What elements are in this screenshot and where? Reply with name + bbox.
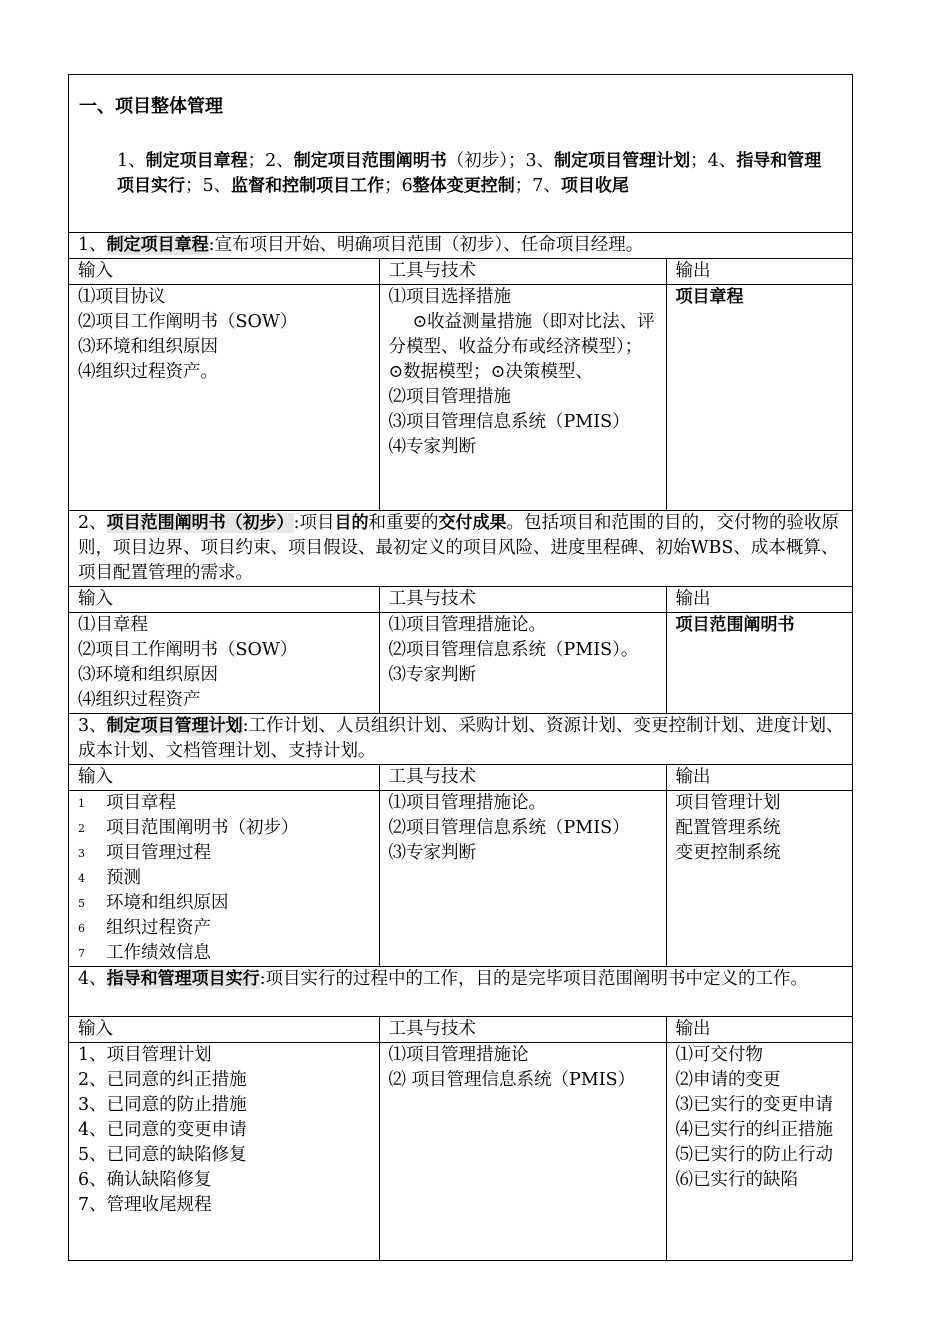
list-item: 1 项目章程 — [78, 792, 176, 813]
list-item: ⑶项目管理信息系统（PMIS） — [388, 411, 630, 432]
section-1-inputs — [69, 284, 379, 510]
list-item: ⑴项目管理措施论。 — [388, 614, 546, 635]
list-item: ⑶专家判断 — [388, 664, 476, 685]
section-4-header-row — [69, 1016, 853, 1042]
list-item: 项目管理计划 — [675, 792, 781, 813]
list-item: 4、已同意的变更申请 — [78, 1119, 247, 1140]
section-4-name: 指导和管理项目实行 — [106, 968, 260, 989]
header-input: 输入 — [69, 586, 379, 612]
list-item: ⑹已实行的缺陷 — [675, 1169, 798, 1190]
process-separator: ；6 — [384, 176, 413, 196]
process-separator: ；7、 — [514, 176, 561, 196]
process-list — [79, 149, 844, 199]
list-item: ⑵项目工作阐明书（SOW） — [78, 311, 298, 332]
section-2-inputs — [69, 612, 379, 713]
header-tools: 工具与技术 — [379, 586, 666, 612]
section-2-tools — [379, 612, 666, 713]
section-4-title: 4、指导和管理项目实行:项目实行的过程中的工作，目的是完毕项目范围阐明书中定义的工作。 — [69, 966, 853, 1016]
process-name: 项目收尾 — [560, 176, 629, 196]
document-frame — [68, 74, 853, 1261]
section-3-tools — [379, 790, 666, 966]
list-item: ⑵项目工作阐明书（SOW） — [78, 639, 298, 660]
section-1-content-row — [69, 284, 853, 510]
section-4-outputs — [666, 1042, 853, 1261]
list-item: ⑶环境和组织原因 — [78, 664, 218, 685]
section-3-outputs — [666, 790, 853, 966]
section-3-title: 3、制定项目管理计划:工作计划、人员组织计划、采购计划、资源计划、变更控制计划、进度计划、成本计划、文档管理计划、支持计划。 — [69, 713, 853, 764]
list-item: ⊙收益测量措施（即对比法、评分模型、收益分布或经济模型）；⊙数据模型；⊙决策模型、 — [388, 311, 655, 382]
header-input: 输入 — [69, 764, 379, 790]
header-input: 输入 — [69, 1016, 379, 1042]
section-1-title-row — [69, 232, 853, 258]
header-tools: 工具与技术 — [379, 764, 666, 790]
list-item: 2、已同意的纠正措施 — [78, 1069, 247, 1090]
list-item: 7、管理收尾规程 — [78, 1194, 212, 1215]
header-output: 输出 — [666, 1016, 853, 1042]
header-tools: 工具与技术 — [379, 258, 666, 284]
section-2-content-row — [69, 612, 853, 713]
list-item: ⑵项目管理信息系统（PMIS）。 — [388, 639, 639, 660]
intro-row — [69, 75, 853, 232]
list-item: ⑶环境和组织原因 — [78, 336, 218, 357]
list-item: 3 项目管理过程 — [78, 842, 211, 863]
list-item: 4 预测 — [78, 867, 141, 888]
list-item: ⑴项目选择措施 — [388, 286, 511, 307]
header-output: 输出 — [666, 258, 853, 284]
section-1-tools — [379, 284, 666, 510]
section-2-name: 项目范围阐明书（初步） — [106, 512, 294, 533]
header-input: 输入 — [69, 258, 379, 284]
section-3-content-row — [69, 790, 853, 966]
list-item: 1、项目管理计划 — [78, 1044, 212, 1065]
list-item: 6、确认缺陷修复 — [78, 1169, 212, 1190]
list-item: 5、已同意的缺陷修复 — [78, 1144, 247, 1165]
intro-cell — [69, 75, 853, 232]
list-item: 6 组织过程资产 — [78, 917, 211, 938]
process-name: 监督和控制项目工作 — [231, 176, 385, 196]
section-1-header-row — [69, 258, 853, 284]
process-separator: ；5、 — [185, 176, 232, 196]
list-item: 5 环境和组织原因 — [78, 892, 229, 913]
list-item: ⑴目章程 — [78, 614, 148, 635]
process-name: 指导和管理项目实行 — [117, 151, 822, 196]
process-table — [69, 75, 853, 1261]
process-separator: 1、 — [117, 151, 146, 171]
section-3-name: 制定项目管理计划 — [106, 715, 243, 736]
list-item: 3、已同意的防止措施 — [78, 1094, 247, 1115]
list-item: 配置管理系统 — [675, 817, 781, 838]
list-item: ⑷组织过程资产。 — [78, 361, 218, 382]
list-item: ⑴项目协议 — [78, 286, 166, 307]
section-1-name: 制定项目章程 — [106, 234, 209, 255]
header-output: 输出 — [666, 764, 853, 790]
process-separator: ；2、 — [247, 151, 294, 171]
list-item: ⑴可交付物 — [675, 1044, 763, 1065]
process-name: 整体变更控制 — [412, 176, 515, 196]
list-item: 7 工作绩效信息 — [78, 942, 211, 963]
list-item: ⑵ 项目管理信息系统（PMIS） — [388, 1069, 636, 1090]
list-item: ⑶专家判断 — [388, 842, 476, 863]
section-1-title: 1、制定项目章程:宣布项目开始、明确项目范围（初步）、任命项目经理。 — [69, 232, 853, 258]
list-item: ⑷已实行的纠正措施 — [675, 1119, 833, 1140]
section-2-output: 项目范围阐明书 — [666, 612, 853, 713]
list-item: ⑴项目管理措施论。 — [388, 792, 546, 813]
list-item: ⑵项目管理信息系统（PMIS） — [388, 817, 630, 838]
section-1-desc: :宣布项目开始、明确项目范围（初步）、任命项目经理。 — [208, 234, 644, 255]
section-2-title-row — [69, 510, 853, 586]
process-name: 制定项目范围阐明书 — [293, 151, 447, 171]
section-1-output: 项目章程 — [666, 284, 853, 510]
section-4-inputs — [69, 1042, 379, 1261]
section-3-inputs — [69, 790, 379, 966]
list-item: 变更控制系统 — [675, 842, 781, 863]
section-2-header-row — [69, 586, 853, 612]
process-separator: ；4、 — [690, 151, 737, 171]
section-3-desc: :工作计划、人员组织计划、采购计划、资源计划、变更控制计划、进度计划、成本计划、文档管理计划、支持计划。 — [78, 715, 844, 761]
list-item: ⑵项目管理措施 — [388, 386, 511, 407]
section-4-tools — [379, 1042, 666, 1261]
list-item: ⑷组织过程资产 — [78, 689, 201, 710]
list-item: ⑶已实行的变更申请 — [675, 1094, 833, 1115]
process-separator: （初步）；3、 — [446, 151, 555, 171]
section-4-title-row — [69, 966, 853, 1016]
section-4-desc: :项目实行的过程中的工作，目的是完毕项目范围阐明书中定义的工作。 — [259, 968, 809, 989]
list-item: 2 项目范围阐明书（初步） — [78, 817, 299, 838]
section-3-title-row — [69, 713, 853, 764]
process-name: 制定项目管理计划 — [554, 151, 691, 171]
list-item: ⑸已实行的防止行动 — [675, 1144, 833, 1165]
header-tools: 工具与技术 — [379, 1016, 666, 1042]
section-2-title: 2、项目范围阐明书（初步）:项目目的和重要的交付成果。包括项目和范围的目的，交付物的验收原则，项目边界、项目约束、项目假设、最初定义的项目风险、进度里程碑、初始WBS、成本概算、项目配置管理的需求。 — [69, 510, 853, 586]
process-name: 制定项目章程 — [145, 151, 248, 171]
header-output: 输出 — [666, 586, 853, 612]
list-item: ⑴项目管理措施论 — [388, 1044, 529, 1065]
list-item: ⑷专家判断 — [388, 436, 476, 457]
page-title: 一、项目整体管理 — [79, 96, 223, 117]
list-item: ⑵申请的变更 — [675, 1069, 781, 1090]
section-4-content-row — [69, 1042, 853, 1261]
section-3-header-row — [69, 764, 853, 790]
